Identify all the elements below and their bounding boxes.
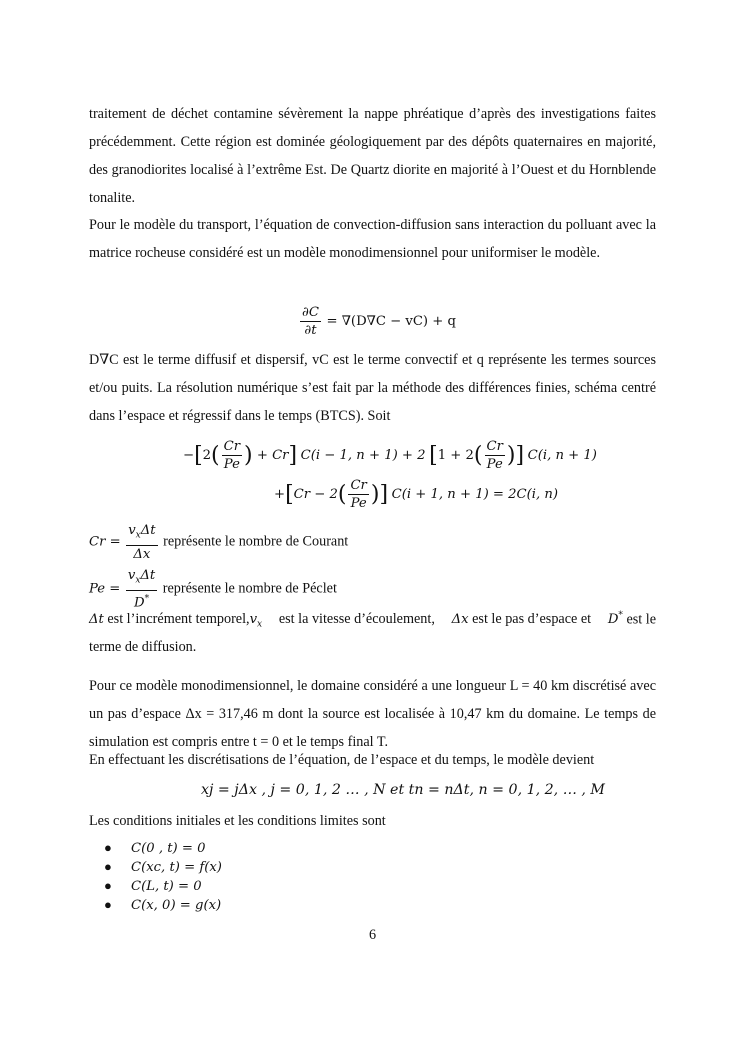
courant-description: représente le nombre de Courant [163, 533, 349, 550]
equation-discretized-line-1: −[2( $\frac{Cr}{Pe}$ ) + Cr] C(i − 1, n + 1) + 2 [1 + 2( $\frac{Cr}{Pe}$ )] C(i, n + 1) [183, 439, 597, 472]
paragraph-conditions-intro: Les conditions initiales et les conditions limites sont [89, 813, 386, 829]
equation-grid: xj = jΔx , j = 0, 1, 2 … , N et tn = nΔt, n = 0, 1, 2, … , M [201, 782, 605, 798]
variables-line-2: terme de diffusion. [89, 639, 197, 655]
list-item: ● C(L, t) = 0 [104, 878, 202, 894]
paragraph-terms: D∇C est le terme diffusif et dispersif, vC est le terme convectif et q représente les termes sources et/ou puits. La résolution numérique s’est fait par la méthode des différences finies, schéma centré dans l’espace et régressif dans le temps (BTCS). Soit [89, 352, 656, 424]
variables-line: Δt est l’incrément $temporel,v_x$ est la vitesse d’écoulement, Δx est le pas d’espace et D* est le [89, 611, 656, 630]
equation-convection-diffusion [298, 304, 456, 339]
paragraph-transport-model: Pour le modèle du transport, l’équation de convection-diffusion sans interaction du polluant avec la matrice rocheuse considéré est un modèle monodimensionnel pour uniformiser le modèle. [89, 217, 656, 261]
page-number: 6 [368, 927, 377, 943]
peclet-definition: Pe = $\frac{v_x\Delta t}{D^*}$ représente le nombre de Péclet [89, 568, 337, 611]
peclet-description: représente le nombre de Péclet [162, 580, 337, 597]
conditions-list [104, 838, 222, 914]
courant-definition: Cr = $\frac{v_x\Delta t}{\Delta x}$ représente le nombre de Courant [89, 523, 349, 562]
paragraph-discretization-intro: En effectuant les discrétisations de l’équation, de l’espace et du temps, le modèle devient [89, 752, 595, 768]
eq-disc-term-3: C(i + 1, n + 1) = 2C(i, n) [391, 486, 559, 502]
bullet-icon: ● [104, 878, 112, 893]
eq-numerator: ∂C [302, 305, 319, 320]
list-item: ● C(xc, t) = f(x) [104, 859, 222, 875]
list-item: ● C(x, 0) = g(x) [104, 897, 222, 913]
eq-disc-term-1: C(i − 1, n + 1) + 2 [300, 447, 426, 463]
paragraph-domain: Pour ce modèle monodimensionnel, le domaine considéré a une longueur L = 40 km discrétisé avec un pas d’espace Δx = 317,46 m dont la source est localisée à 10,47 km du domaine. Le temps de simulation est compris entre t = 0 et le temps final T. [89, 678, 656, 750]
paragraph-geology: traitement de déchet contamine sévèrement la nappe phréatique d’après des investigations faites précédemment. Cette région est dominée géologiquement par des dépôts quaternaires en majorité, des granodiorites localisé à l’extrême Est. De Quartz diorite en majorité à l’Ouest et du Hornblende tonalite. [89, 106, 656, 206]
bullet-icon: ● [104, 859, 112, 874]
eq-denominator: ∂t [304, 323, 317, 338]
eq-rhs: = ∇(D∇C − vC) + q [326, 313, 456, 329]
bullet-icon: ● [104, 897, 112, 912]
list-item: ● C(0 , t) = 0 [104, 840, 206, 856]
equation-discretized-line-2: +[Cr − 2( $\frac{Cr}{Pe}$ )] C(i + 1, n + 1) = 2C(i, n) [274, 478, 559, 511]
bullet-icon: ● [104, 840, 112, 855]
eq-disc-term-2: C(i, n + 1) [527, 447, 597, 463]
